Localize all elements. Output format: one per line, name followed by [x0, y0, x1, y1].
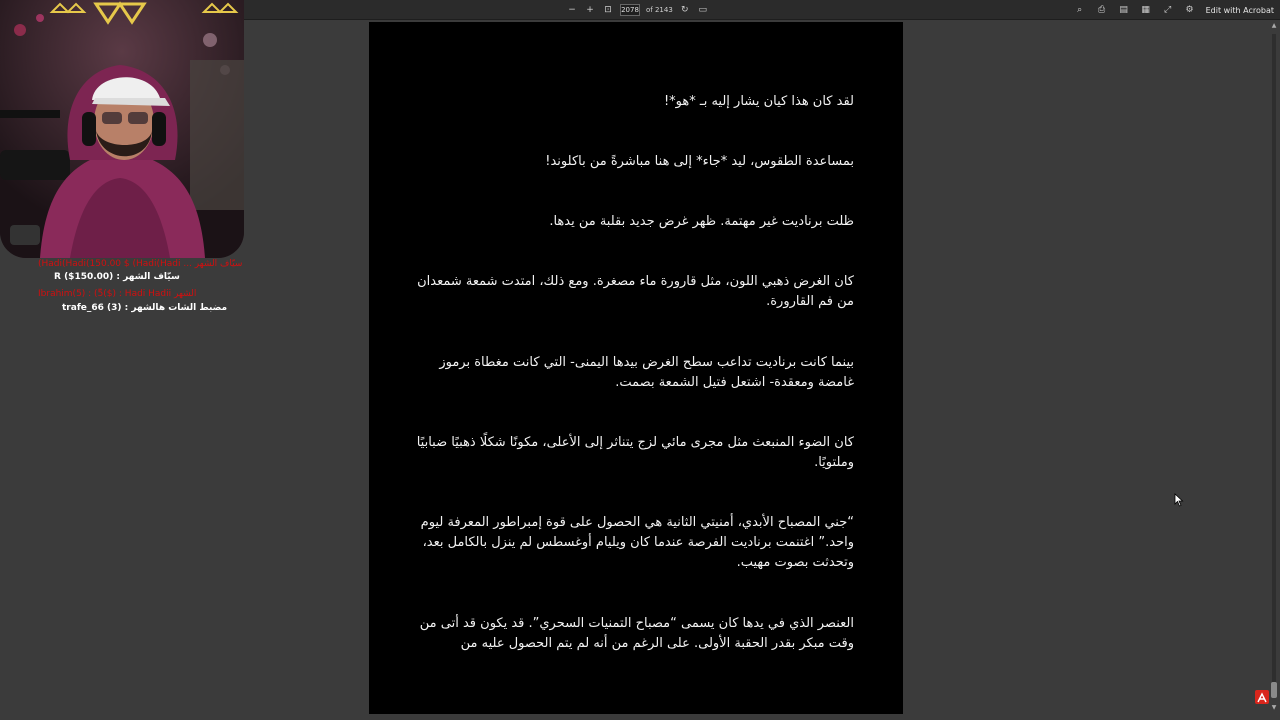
page-number-input[interactable]: 2078	[621, 6, 639, 14]
pdf-page	[369, 22, 903, 714]
expand-icon[interactable]: ⤢	[1163, 5, 1172, 15]
zoom-in-icon[interactable]: +	[586, 5, 594, 15]
paragraph: كان الضوء المنبعث مثل مجرى مائي لزج يتناثر إلى الأعلى، مكونًا شكلًا ذهبيًا ضبابيًا وملتويًا.	[416, 435, 854, 470]
paragraph: بمساعدة الطقوس، ليد *جاء* إلى هنا مباشرةً من باكلوند!	[545, 154, 854, 169]
vertical-scrollbar[interactable]	[1270, 22, 1278, 712]
fit-page-icon[interactable]: ⊡	[604, 5, 612, 15]
page-total-label: of 2143	[646, 6, 673, 14]
print-icon[interactable]: ⎙	[1097, 5, 1106, 15]
paragraph: ظلت برناديت غير مهتمة. ظهر غرض جديد بقلبة من يدها.	[549, 214, 854, 229]
overlay-line-2: R ($150.00) : سيّاف الشهر	[54, 272, 180, 282]
toolbar-right-group	[1074, 0, 1274, 20]
scroll-up-icon[interactable]: ▲	[1271, 22, 1277, 29]
export-icon[interactable]: ▦	[1141, 5, 1150, 15]
settings-gear-icon[interactable]: ⚙	[1185, 5, 1194, 15]
paragraph: “جني المصباح الأبدي، أمنيتي الثانية هي الحصول على قوة إمبراطور المعرفة ليوم واحد.” اغتنمت برناديت الفرصة عندما كان ويليام أوغسطس لم ينزل بالكامل بعد، وتحدثت بصوت مهيب.	[420, 515, 854, 570]
scroll-down-icon[interactable]: ▼	[1271, 704, 1277, 711]
mouse-cursor-icon	[1174, 492, 1184, 511]
webcam-streamer-image	[0, 0, 244, 258]
scroll-thumb[interactable]	[1271, 682, 1277, 698]
search-icon[interactable]: ⌕	[1077, 5, 1083, 15]
paragraph: كان الغرض ذهبي اللون، مثل قارورة ماء مصغرة. ومع ذلك، امتدت شمعة شمعدان من فم القارورة.	[417, 274, 854, 309]
paragraph: لقد كان هذا كيان يشار إليه بـ *هو*!	[663, 94, 854, 109]
save-icon[interactable]: ▤	[1119, 5, 1128, 15]
paragraph: العنصر الذي في يدها كان يسمى “مصباح التمنيات السحري”. قد يكون قد أتى من وقت مبكر بقدر الحقبة الأولى. على الرغم من أنه لم يتم الحصول عليه من	[419, 616, 854, 651]
overlay-line-1: (Hadi(Hadi(150.00 $ (Hadi(Hadi ... سيّاف الشهر	[38, 259, 243, 269]
overlay-line-3: Ibrahim(5) : (ّ5($) : Hadi Hadii الشهر	[38, 289, 197, 299]
webcam-overlay	[0, 0, 244, 258]
paragraph: بينما كانت برناديت تداعب سطح الغرض بيدها اليمنى- التي كانت مغطاة برموز غامضة ومعقدة- اشتعل فتيل الشمعة بصمت.	[439, 355, 854, 390]
toolbar-page-controls	[566, 0, 709, 20]
edit-with-acrobat-button[interactable]: Edit with Acrobat	[1205, 5, 1274, 15]
zoom-out-icon[interactable]: −	[568, 5, 576, 15]
overlay-line-4: trafe_66 (3) : مضبط الشات هالشهر	[62, 303, 228, 313]
page-view-icon[interactable]: ▭	[698, 5, 708, 15]
rotate-icon[interactable]: ↻	[681, 5, 689, 15]
acrobat-logo-icon[interactable]	[1255, 690, 1269, 704]
scroll-track[interactable]	[1272, 34, 1276, 694]
